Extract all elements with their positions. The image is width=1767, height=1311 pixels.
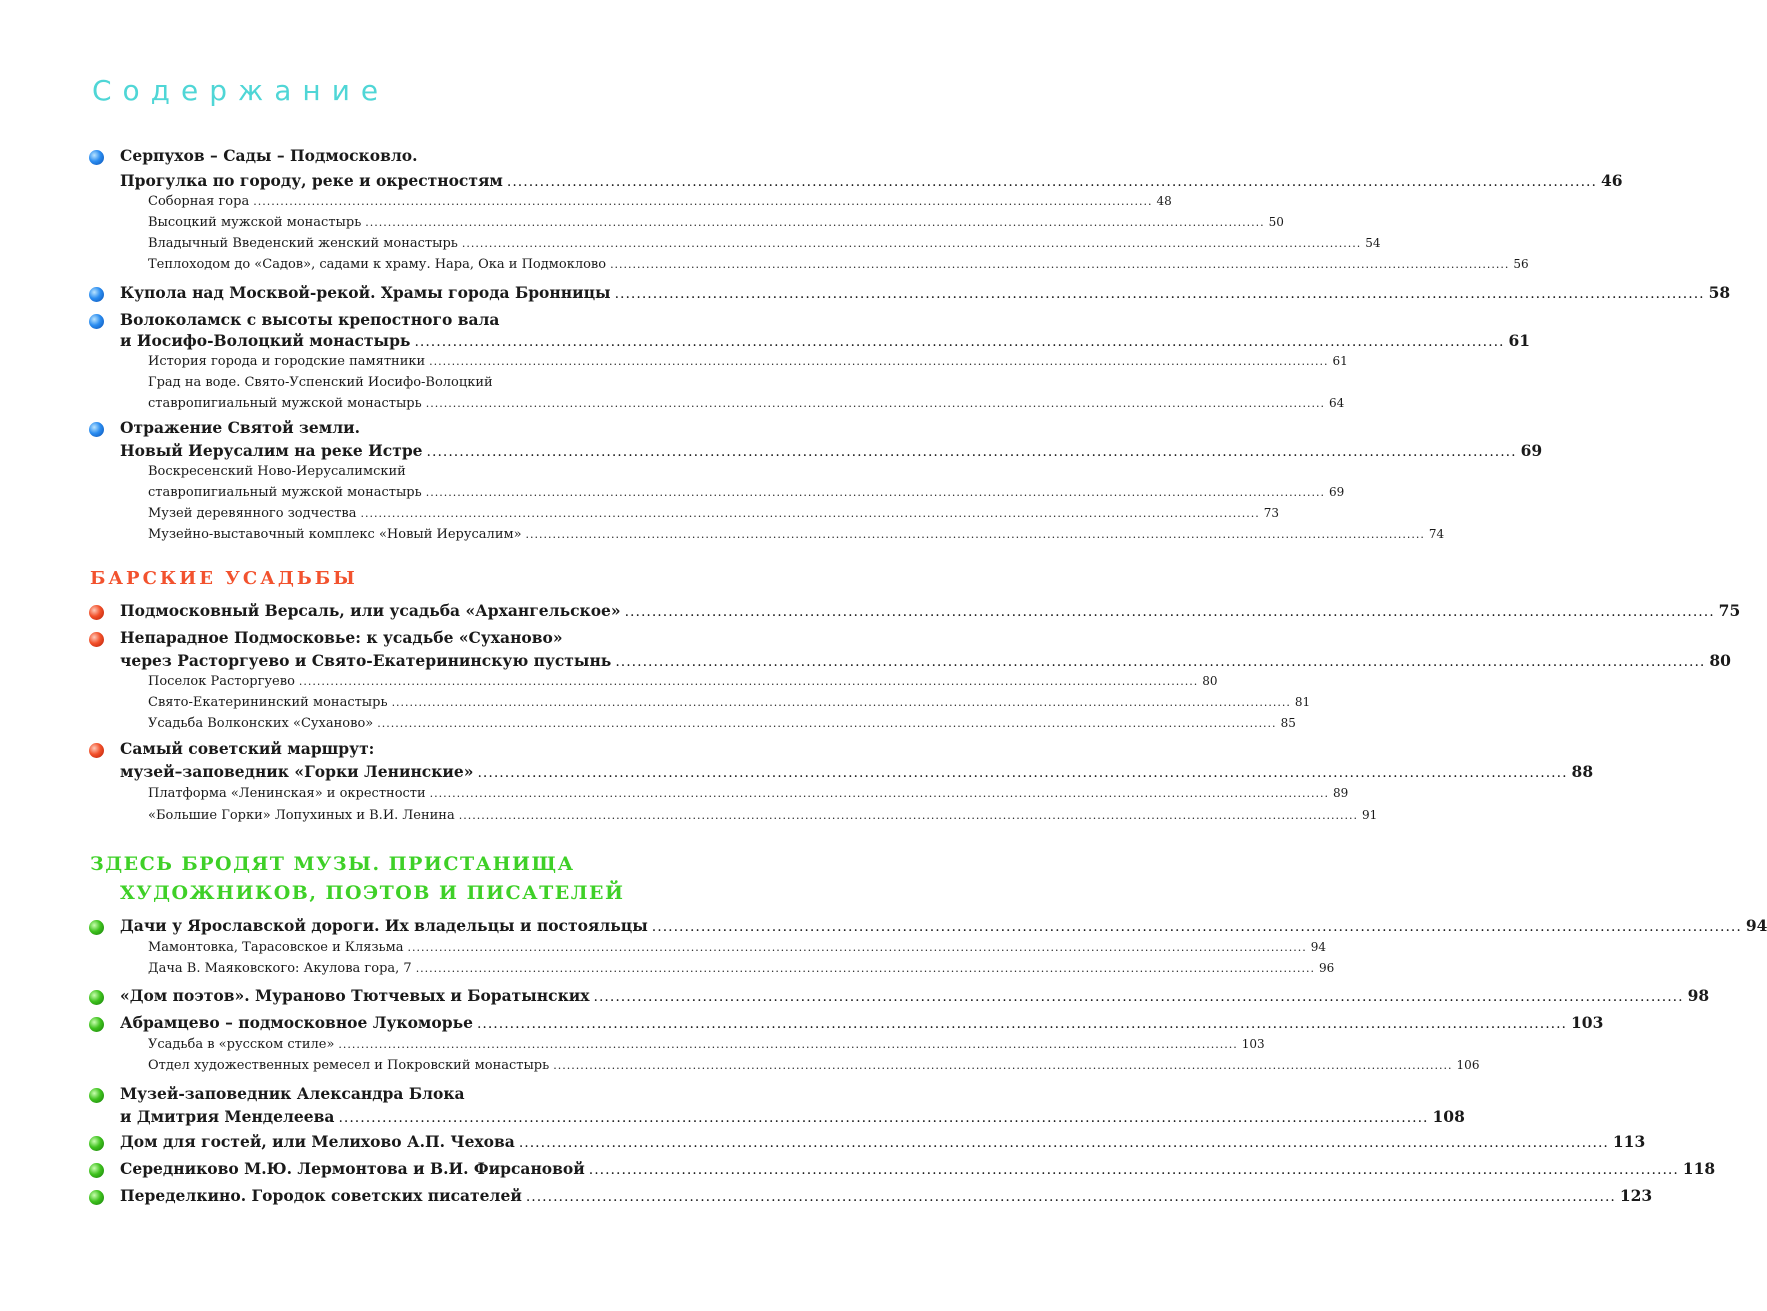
dot-leader: ........................................................................................................................................................................................................: [377, 717, 1277, 730]
dot-leader: ........................................................................................................................................................................................................: [253, 195, 1153, 208]
page-number: 73: [1263, 506, 1280, 520]
toc-subentry[interactable]: [148, 506, 1280, 528]
dot-leader: ........................................................................................................................................................................................................: [407, 941, 1307, 954]
entry-title: Абрамцево – подмосковное Лукоморье: [120, 1013, 473, 1032]
bullet-blue-icon: [89, 150, 104, 165]
page-number: 50: [1268, 215, 1284, 229]
entry-title: Теплоходом до «Садов», садами к храму. Нара, Ока и Подмоклово: [148, 257, 607, 272]
toc-entry[interactable]: [120, 418, 738, 440]
dot-leader: ........................................................................................................................................................................................................: [426, 444, 1517, 460]
toc-subentry[interactable]: [148, 236, 1381, 258]
dot-leader: ........................................................................................................................................................................................................: [360, 507, 1260, 520]
entry-title: Отдел художественных ремесел и Покровский монастырь: [148, 1058, 550, 1073]
toc-subentry[interactable]: [148, 808, 1378, 830]
dot-leader: ........................................................................................................................................................................................................: [525, 1189, 1616, 1205]
toc-subentry[interactable]: [148, 961, 1335, 983]
bullet-green-icon: [89, 1136, 104, 1151]
entry-title: Усадьба в «русском стиле»: [148, 1037, 335, 1052]
page-number: 103: [1241, 1037, 1265, 1051]
toc-entry[interactable]: [120, 651, 1731, 673]
bullet-green-icon: [89, 1163, 104, 1178]
entry-title: Поселок Расторгуево: [148, 674, 295, 689]
toc-subentry[interactable]: [148, 674, 1218, 696]
entry-title: Самый советский маршрут:: [120, 739, 375, 758]
bullet-blue-icon: [89, 314, 104, 329]
bullet-blue-icon: [89, 287, 104, 302]
page-number: 80: [1709, 651, 1731, 670]
toc-entry[interactable]: [120, 146, 738, 168]
dot-leader: ........................................................................................................................................................................................................: [651, 919, 1742, 935]
entry-title: Воскресенский Ново-Иерусалимский: [148, 464, 406, 479]
entry-title: Мамонтовка, Тарасовское и Клязьма: [148, 940, 404, 955]
entry-title: История города и городские памятники: [148, 354, 426, 369]
toc-entry[interactable]: [120, 1107, 1465, 1129]
toc-entry[interactable]: [120, 601, 1741, 623]
toc-subentry[interactable]: [148, 695, 1311, 717]
dot-leader: ........................................................................................................................................................................................................: [425, 397, 1326, 410]
dot-leader: ........................................................................................................................................................................................................: [624, 604, 1715, 620]
entry-title: Музей деревянного зодчества: [148, 506, 357, 521]
bullet-red-icon: [89, 605, 104, 620]
toc-subentry[interactable]: [148, 485, 1345, 507]
section-heading: БАРСКИЕ УСАДЬБЫ: [90, 568, 358, 589]
entry-title: Переделкино. Городок советских писателей: [120, 1186, 522, 1205]
dot-leader: ........................................................................................................................................................................................................: [461, 237, 1362, 250]
page-title: Содержание: [92, 74, 390, 107]
toc-subentry[interactable]: [148, 940, 1327, 962]
dot-leader: ........................................................................................................................................................................................................: [429, 787, 1329, 800]
entry-title: Музейно-выставочный комплекс «Новый Иерусалим»: [148, 527, 522, 542]
page-number: 113: [1612, 1132, 1646, 1151]
toc-subentry[interactable]: [148, 786, 1349, 808]
toc-entry[interactable]: [120, 441, 1543, 463]
toc-entry[interactable]: [120, 739, 738, 761]
page-number: 123: [1619, 1186, 1653, 1205]
page-number: 69: [1329, 485, 1345, 499]
dot-leader: ........................................................................................................................................................................................................: [518, 1135, 1609, 1151]
toc-entry[interactable]: [120, 628, 738, 650]
entry-title: Серпухов – Сады – Подмосковло.: [120, 146, 418, 165]
page-number: 118: [1682, 1159, 1716, 1178]
entry-title: Дом для гостей, или Мелихово А.П. Чехова: [120, 1132, 515, 1151]
page-number: 74: [1428, 527, 1445, 541]
page-number: 61: [1508, 331, 1531, 350]
page-number: 103: [1571, 1013, 1604, 1032]
dot-leader: ........................................................................................................................................................................................................: [615, 654, 1706, 670]
entry-title: Усадьба Волконских «Суханово»: [148, 716, 374, 731]
entry-title: и Иосифо-Волоцкий монастырь: [120, 331, 411, 350]
bullet-blue-icon: [89, 422, 104, 437]
page-number: 89: [1332, 786, 1349, 800]
page-number: 46: [1600, 171, 1623, 190]
entry-title: Платформа «Ленинская» и окрестности: [148, 786, 426, 801]
page-number: 108: [1432, 1107, 1465, 1126]
dot-leader: ........................................................................................................................................................................................................: [298, 675, 1199, 688]
page-number: 94: [1310, 940, 1327, 954]
page-number: 80: [1202, 674, 1218, 688]
section-heading-line: ЗДЕСЬ БРОДЯТ МУЗЫ. ПРИСТАНИЩА: [90, 853, 575, 875]
toc-subentry[interactable]: [148, 527, 1445, 549]
entry-title: Соборная гора: [148, 194, 250, 209]
page-number: 64: [1329, 396, 1345, 410]
toc-entry[interactable]: [120, 1013, 1604, 1035]
dot-leader: ........................................................................................................................................................................................................: [614, 286, 1705, 302]
entry-title: Музей-заповедник Александра Блока: [120, 1084, 465, 1103]
entry-title: Свято-Екатерининский монастырь: [148, 695, 388, 710]
dot-leader: ........................................................................................................................................................................................................: [338, 1038, 1238, 1051]
dot-leader: ........................................................................................................................................................................................................: [477, 765, 1568, 781]
page-number: 69: [1520, 441, 1543, 460]
toc-entry[interactable]: [120, 171, 1623, 193]
toc-subentry[interactable]: [148, 215, 1284, 237]
entry-title: ставропигиальный мужской монастырь: [148, 396, 422, 411]
dot-leader: ........................................................................................................................................................................................................: [610, 258, 1510, 271]
dot-leader: ........................................................................................................................................................................................................: [458, 809, 1359, 822]
dot-leader: ........................................................................................................................................................................................................: [476, 1016, 1567, 1032]
page-number: 58: [1708, 283, 1731, 302]
dot-leader: ........................................................................................................................................................................................................: [429, 355, 1329, 368]
toc-subentry[interactable]: [148, 1058, 1480, 1080]
entry-title: Новый Иерусалим на реке Истре: [120, 441, 423, 460]
toc-subentry[interactable]: [148, 375, 738, 397]
bullet-green-icon: [89, 920, 104, 935]
bullet-green-icon: [89, 1190, 104, 1205]
dot-leader: ........................................................................................................................................................................................................: [338, 1110, 1429, 1126]
dot-leader: ........................................................................................................................................................................................................: [506, 174, 1597, 190]
entry-title: Непарадное Подмосковье: к усадьбе «Суханово»: [120, 628, 563, 647]
page-number: 96: [1319, 961, 1335, 975]
entry-title: Высоцкий мужской монастырь: [148, 215, 362, 230]
toc-entry[interactable]: [120, 331, 1531, 353]
page-number: 91: [1362, 808, 1378, 822]
entry-title: «Большие Горки» Лопухиных и В.И. Ленина: [148, 808, 455, 823]
page-number: 106: [1456, 1058, 1480, 1072]
toc-subentry[interactable]: [148, 464, 738, 486]
dot-leader: ........................................................................................................................................................................................................: [414, 334, 1505, 350]
entry-title: Отражение Святой земли.: [120, 418, 361, 437]
toc-entry[interactable]: [120, 1132, 1646, 1154]
dot-leader: ........................................................................................................................................................................................................: [588, 1162, 1679, 1178]
toc-subentry[interactable]: [148, 396, 1345, 418]
section-heading-line: ХУДОЖНИКОВ, ПОЭТОВ И ПИСАТЕЛЕЙ: [120, 882, 625, 904]
toc-subentry[interactable]: [148, 354, 1348, 376]
entry-title: Владычный Введенский женский монастырь: [148, 236, 458, 251]
toc-subentry[interactable]: [148, 1037, 1265, 1059]
dot-leader: ........................................................................................................................................................................................................: [415, 962, 1316, 975]
toc-entry[interactable]: [120, 1159, 1716, 1181]
toc-entry[interactable]: [120, 1084, 738, 1106]
toc-entry[interactable]: [120, 916, 1767, 938]
entry-title: Середниково М.Ю. Лермонтова и В.И. Фирсановой: [120, 1159, 585, 1178]
page-number: 54: [1365, 236, 1381, 250]
dot-leader: ........................................................................................................................................................................................................: [525, 528, 1425, 541]
dot-leader: ........................................................................................................................................................................................................: [593, 989, 1684, 1005]
toc-entry[interactable]: [120, 310, 738, 332]
page-number: 61: [1332, 354, 1348, 368]
page-number: 98: [1687, 986, 1710, 1005]
dot-leader: ........................................................................................................................................................................................................: [365, 216, 1265, 229]
dot-leader: ........................................................................................................................................................................................................: [391, 696, 1291, 709]
entry-title: ставропигиальный мужской монастырь: [148, 485, 422, 500]
bullet-red-icon: [89, 632, 104, 647]
entry-title: Дачи у Ярославской дороги. Их владельцы и постояльцы: [120, 916, 648, 935]
toc-subentry[interactable]: [148, 194, 1172, 216]
entry-title: «Дом поэтов». Мураново Тютчевых и Боратынских: [120, 986, 590, 1005]
page-number: 88: [1571, 762, 1594, 781]
toc-entry[interactable]: [120, 762, 1594, 784]
bullet-red-icon: [89, 743, 104, 758]
entry-title: музей–заповедник «Горки Ленинские»: [120, 762, 474, 781]
page-number: 85: [1280, 716, 1296, 730]
bullet-green-icon: [89, 990, 104, 1005]
bullet-green-icon: [89, 1017, 104, 1032]
toc-entry[interactable]: [120, 986, 1710, 1008]
entry-title: Купола над Москвой-рекой. Храмы города Бронницы: [120, 283, 611, 302]
toc-entry[interactable]: [120, 1186, 1653, 1208]
page-number: 94: [1745, 916, 1767, 935]
toc-entry[interactable]: [120, 283, 1731, 305]
page-number: 81: [1294, 695, 1311, 709]
entry-title: Подмосковный Версаль, или усадьба «Архангельское»: [120, 601, 621, 620]
toc-subentry[interactable]: [148, 716, 1296, 738]
section-heading: [90, 850, 624, 908]
entry-title: Волоколамск с высоты крепостного вала: [120, 310, 500, 329]
bullet-green-icon: [89, 1088, 104, 1103]
toc-subentry[interactable]: [148, 257, 1529, 279]
page-number: 56: [1513, 257, 1529, 271]
dot-leader: ........................................................................................................................................................................................................: [553, 1059, 1453, 1072]
page-number: 75: [1718, 601, 1741, 620]
entry-title: Дача В. Маяковского: Акулова гора, 7: [148, 961, 412, 976]
entry-title: через Расторгуево и Свято-Екатерининскую пустынь: [120, 651, 612, 670]
dot-leader: ........................................................................................................................................................................................................: [425, 486, 1326, 499]
entry-title: Град на воде. Свято-Успенский Иосифо-Волоцкий: [148, 375, 493, 390]
page-number: 48: [1156, 194, 1172, 208]
entry-title: Прогулка по городу, реке и окрестностям: [120, 171, 503, 190]
entry-title: и Дмитрия Менделеева: [120, 1107, 335, 1126]
